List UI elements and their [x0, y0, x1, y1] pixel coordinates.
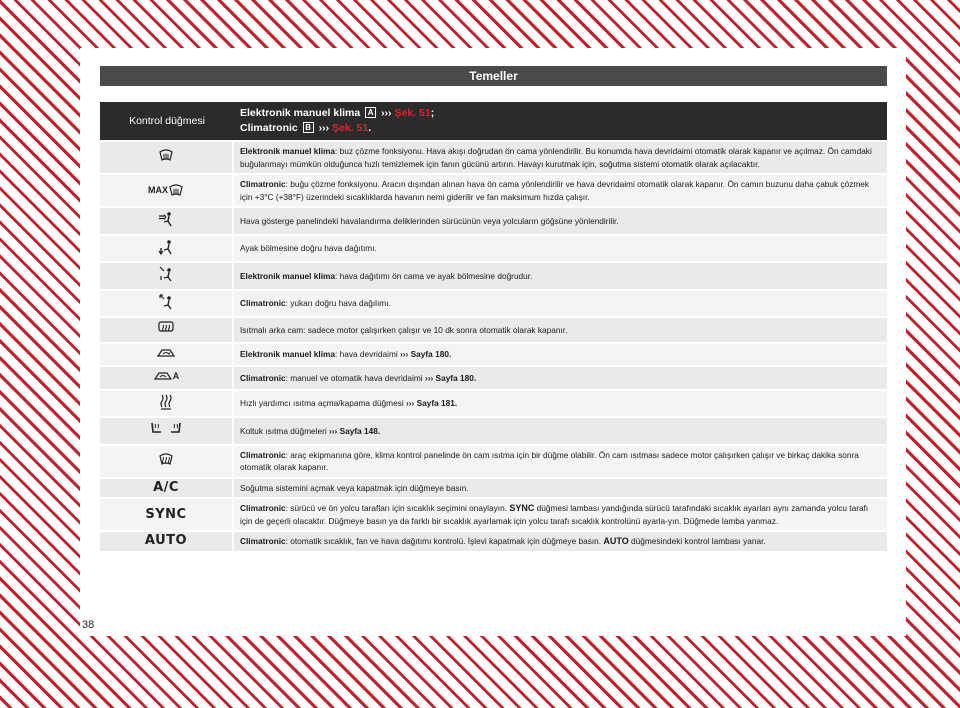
description-text: düğmesindeki kontrol lambası yanar. [628, 536, 766, 547]
keyword-label: Elektronik manuel klima [240, 349, 335, 359]
table-row [100, 446, 887, 477]
auto-icon: AUTO [144, 533, 188, 549]
callout-b: B [303, 122, 314, 133]
airflow-windshield-feet-icon [157, 266, 175, 282]
description-cell [234, 318, 887, 342]
description-text: : hava devridaimi [335, 349, 401, 359]
control-symbol-cell [100, 291, 234, 317]
description-text: Soğutma sistemini açmak veya kapatmak için düğmeye basın. [240, 482, 469, 493]
description-text: : buz çözme fonksiyonu. Hava akışı doğrudan ön cama yönlendirilir. Bu konumda hava devridaimi otomatik olarak kapanır ve açılmaz. Ön camdaki buğulanmayı mümkün olduğunca hızlı temizlemek için fanın gücünü artırın. Havayı kurutmak için, soğutma sistemi otomatik olarak açılacaktır. [240, 146, 872, 169]
icon-label: MAX [148, 185, 168, 196]
punct: . [448, 349, 452, 359]
description-cell [234, 208, 887, 234]
description-text: Isıtmalı arka cam: sadece motor çalışırken çalışır ve 10 dk sonra otomatik olarak kapanır. [240, 324, 568, 335]
callout-a: A [365, 107, 376, 118]
control-symbol-cell [100, 175, 234, 206]
keyword-label: Climatronic [240, 179, 286, 189]
header-line-2 [240, 121, 881, 136]
description-cell [234, 499, 887, 530]
control-table [100, 100, 887, 553]
table-header-row [100, 102, 887, 140]
rear-window-heat-icon [158, 321, 174, 335]
control-symbol-cell [100, 236, 234, 262]
description-cell [234, 142, 887, 173]
description-text: : otomatik sıcaklık, fan ve hava dağıtımı kontrolü. İşlevi kapatmak için düğmeye basın. [285, 536, 604, 547]
table-row [100, 236, 887, 262]
description-cell [234, 532, 887, 551]
keyword-label: Climatronic [240, 372, 286, 383]
control-symbol-cell [100, 391, 234, 417]
description-text: Ayak bölmesine doğru hava dağıtımı. [240, 243, 377, 253]
keyword-label: Climatronic [240, 298, 286, 308]
control-symbol-cell [100, 208, 234, 234]
table-row [100, 291, 887, 317]
keyword-label: Elektronik manuel klima [240, 146, 335, 156]
punct: . [377, 425, 381, 436]
description-text: Koltuk ısıtma düğmeleri [240, 425, 329, 436]
table-row [100, 499, 887, 530]
keyword-label: Elektronik manuel klima [240, 270, 335, 281]
control-symbol-cell [100, 499, 234, 530]
description-text: : sürücü ve ön yolcu tarafları için sıcaklık seçimini onaylayın. [285, 503, 510, 514]
description-text: : yukarı doğru hava dağılımı. [285, 298, 391, 308]
page-ref-link[interactable]: Sayfa 180 [410, 349, 449, 359]
icon-label: A [172, 371, 180, 381]
recirculation-icon [156, 347, 176, 359]
control-symbol-cell [100, 446, 234, 477]
description-cell [234, 236, 887, 262]
description-text: : manuel ve otomatik hava devridaimi [285, 372, 425, 383]
windshield-defrost-icon [158, 149, 174, 163]
ref-arrow: ››› [318, 122, 330, 134]
figure-ref-link[interactable]: Şek. 51 [394, 107, 431, 119]
page-ref-link[interactable]: Sayfa 181 [416, 398, 455, 409]
table-row [100, 318, 887, 342]
control-symbol-cell [100, 344, 234, 366]
airflow-up-icon [157, 294, 175, 310]
control-symbol-cell [100, 479, 234, 498]
header-climatronic-label: Climatronic [240, 122, 298, 134]
control-symbol-cell [100, 142, 234, 173]
description-text: Hızlı yardımcı ısıtma açma/kapama düğmesi [240, 398, 406, 409]
recirculation-auto-icon [153, 370, 180, 383]
header-manual-climate-label: Elektronik manuel klima [240, 107, 361, 119]
seat-heating-icon [149, 421, 183, 437]
control-symbol-cell [100, 418, 234, 444]
punct: . [454, 398, 458, 409]
table-row [100, 175, 887, 206]
control-symbol-cell [100, 532, 234, 551]
description-text: Hava gösterge panelindeki havalandırma deliklerinden sürücünün veya yolcuların göğsüne yönlendirilir. [240, 215, 619, 226]
description-cell [234, 344, 887, 366]
description-cell [234, 418, 887, 444]
description-cell [234, 446, 887, 477]
table-row [100, 344, 887, 366]
section-header: Temeller [100, 66, 887, 86]
table-row [100, 532, 887, 551]
control-symbol-cell [100, 367, 234, 389]
figure-ref-link[interactable]: Şek. 51 [332, 122, 369, 134]
punct: ; [430, 107, 435, 119]
ref-arrow: ››› [329, 425, 338, 436]
table-row [100, 263, 887, 289]
table-row [100, 367, 887, 389]
description-text: : araç ekipmanına göre, klima kontrol panelinde ön cam ısıtma için bir düğme olabilir. Ön cam ısıtması sadece motor çalışırken çalışır ve birkaç dakika sonra otomatik olarak kapanır. [240, 449, 859, 473]
table-row [100, 142, 887, 173]
header-line-1 [240, 106, 881, 121]
punct: . [473, 372, 477, 383]
page-ref-link[interactable]: Sayfa 180 [435, 372, 474, 383]
ac-icon: A/C [153, 479, 179, 495]
airflow-feet-icon [157, 239, 175, 255]
column-header-control: Kontrol düğmesi [100, 102, 234, 140]
description-text: : hava dağıtımı ön cama ve ayak bölmesine doğrudur. [335, 270, 533, 281]
manual-page [80, 48, 906, 636]
description-text: : buğu çözme fonksiyonu. Aracın dışından alınan hava ön cama yönlendirilir ve hava devridaimi otomatik olarak kapanır. Ön camın buzunu daha çabuk çözmek için +3°C (+38°F) üzerindeki sıcaklıklarda havanın nemi giderilir ve fan maksimum hızda çalışır. [240, 179, 870, 202]
table-row [100, 391, 887, 417]
description-cell [234, 367, 887, 389]
airflow-chest-icon [157, 211, 175, 227]
inline-button-symbol: AUTO [603, 536, 629, 547]
auxiliary-heater-icon [160, 394, 172, 410]
sync-icon: SYNC [145, 506, 187, 522]
page-ref-link[interactable]: Sayfa 148 [339, 425, 378, 436]
punct: . [368, 122, 372, 134]
inline-button-symbol: SYNC [509, 503, 535, 514]
ref-arrow: ››› [381, 107, 392, 119]
table-row [100, 418, 887, 444]
keyword-label: Climatronic [240, 449, 286, 460]
keyword-label: Climatronic [240, 503, 286, 514]
page-number: 38 [82, 619, 95, 631]
control-symbol-cell [100, 263, 234, 289]
ref-arrow: ››› [424, 372, 434, 383]
description-cell [234, 479, 887, 498]
description-cell [234, 291, 887, 317]
max-defrost-icon [148, 184, 184, 198]
ref-arrow: ››› [406, 398, 415, 409]
column-header-description [234, 102, 887, 140]
ref-arrow: ››› [400, 349, 409, 359]
windshield-heat-icon [158, 453, 174, 467]
control-symbol-cell [100, 318, 234, 342]
description-cell [234, 391, 887, 417]
description-cell [234, 175, 887, 206]
description-text: düğmesi lambası yandığında sürücü tarafındaki sıcaklık ayarları aynı zamanda yolcu tarafı için de geçerli olacaktır. Düğmeye basın ya da farklı bir sıcaklık ayarlamak için yolcu tarafı sıcaklık kontrolünü ayarla-yın. Düğmede lamba yanmaz. [240, 503, 869, 526]
table-row [100, 208, 887, 234]
keyword-label: Climatronic [240, 536, 286, 547]
table-row [100, 479, 887, 498]
description-cell [234, 263, 887, 289]
